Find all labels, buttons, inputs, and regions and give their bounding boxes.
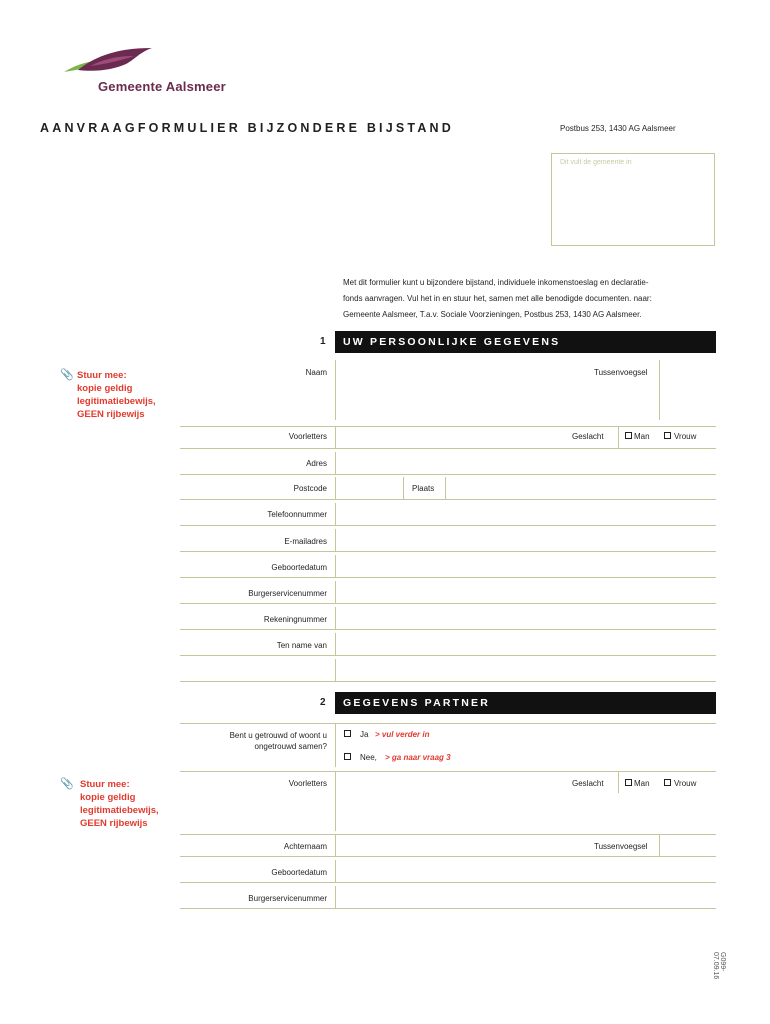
- field-divider: [403, 477, 404, 499]
- tennamevan-label: Ten name van: [276, 641, 327, 650]
- row-line: [180, 908, 716, 909]
- row-line: [180, 629, 716, 630]
- row-line: [180, 856, 716, 857]
- postcode-label: Postcode: [293, 484, 327, 493]
- tennamevan-extra-input[interactable]: [336, 660, 715, 680]
- row-line: [180, 499, 716, 500]
- row-line: [180, 882, 716, 883]
- man-checkbox[interactable]: [625, 432, 632, 439]
- ja-checkbox[interactable]: [344, 730, 351, 737]
- attachment-note: Stuur mee: kopie geldig legitimatiebewijs, GEEN rijbewijs: [80, 779, 159, 829]
- plaats-input[interactable]: [446, 478, 715, 498]
- naam-input[interactable]: [336, 361, 658, 419]
- nee-label: Nee,: [360, 753, 377, 762]
- partner-achternaam-label: Achternaam: [283, 842, 327, 851]
- rekening-input[interactable]: [336, 608, 715, 628]
- voorletters-input[interactable]: [336, 427, 558, 447]
- tennamevan-input[interactable]: [336, 634, 715, 654]
- intro-line: Gemeente Aalsmeer, T.a.v. Sociale Voorzieningen, Postbus 253, 1430 AG Aalsmeer.: [343, 310, 642, 319]
- field-divider: [335, 723, 336, 767]
- bsn-label: Burgerservicenummer: [248, 589, 327, 598]
- vrouw-checkbox[interactable]: [664, 432, 671, 439]
- ja-hint: > vul verder in: [375, 730, 430, 739]
- row-line: [180, 655, 716, 656]
- section-header: GEGEVENS PARTNER: [335, 692, 716, 714]
- paperclip-icon: 📎: [60, 369, 74, 381]
- postbus-address: Postbus 253, 1430 AG Aalsmeer: [560, 124, 676, 133]
- partner-achternaam-input[interactable]: [336, 835, 586, 855]
- partner-man-label: Man: [634, 779, 650, 788]
- attachment-note: Stuur mee: kopie geldig legitimatiebewijs, GEEN rijbewijs: [77, 370, 156, 420]
- partner-bsn-label: Burgerservicenummer: [248, 894, 327, 903]
- vrouw-label: Vrouw: [674, 432, 697, 441]
- intro-text: [343, 275, 713, 323]
- plaats-label: Plaats: [412, 484, 435, 493]
- geboortedatum-input[interactable]: [336, 556, 715, 576]
- partner-voorletters-input[interactable]: [336, 772, 558, 830]
- email-label: E-mailadres: [284, 537, 327, 546]
- partner-tussenvoegsel-input[interactable]: [660, 835, 715, 855]
- adres-input[interactable]: [336, 453, 715, 473]
- partner-bsn-input[interactable]: [336, 887, 715, 907]
- partner-geboortedatum-input[interactable]: [336, 861, 715, 881]
- logo-text: Gemeente Aalsmeer: [98, 79, 226, 94]
- nee-checkbox[interactable]: [344, 753, 351, 760]
- tussenvoegsel-input[interactable]: [660, 361, 715, 419]
- rekening-label: Rekeningnummer: [263, 615, 327, 624]
- form-code: G099-07.09.16: [712, 952, 726, 980]
- voorletters-label: Voorletters: [288, 432, 327, 441]
- partner-man-checkbox[interactable]: [625, 779, 632, 786]
- section-number: 1: [320, 336, 326, 347]
- partner-geboortedatum-label: Geboortedatum: [271, 868, 327, 877]
- bsn-input[interactable]: [336, 582, 715, 602]
- partner-voorletters-label: Voorletters: [288, 779, 327, 788]
- gemeente-logo-icon: [60, 44, 160, 78]
- telefoon-input[interactable]: [336, 504, 715, 524]
- section-number: 2: [320, 697, 326, 708]
- intro-line: fonds aanvragen. Vul het in en stuur het, samen met alle benodigde documenten. naar:: [343, 294, 652, 303]
- row-line: [180, 723, 716, 724]
- adres-label: Adres: [306, 459, 327, 468]
- partner-vrouw-label: Vrouw: [674, 779, 697, 788]
- office-use-box: [551, 153, 715, 246]
- intro-line: Met dit formulier kunt u bijzondere bijstand, individuele inkomenstoeslag en declaratie-: [343, 278, 649, 287]
- office-use-label: Dit vult de gemeente in: [560, 159, 632, 166]
- email-input[interactable]: [336, 530, 715, 550]
- tussenvoegsel-label: Tussenvoegsel: [594, 368, 648, 377]
- geboortedatum-label: Geboortedatum: [271, 563, 327, 572]
- paperclip-icon: 📎: [60, 778, 74, 790]
- partner-question: Bent u getrouwd of woont u ongetrouwd samen?: [229, 731, 327, 751]
- field-divider: [618, 426, 619, 448]
- telefoon-label: Telefoonnummer: [267, 510, 327, 519]
- row-line: [180, 474, 716, 475]
- page-title: AANVRAAGFORMULIER BIJZONDERE BIJSTAND: [40, 121, 455, 135]
- partner-geslacht-label: Geslacht: [572, 779, 604, 788]
- row-line: [180, 448, 716, 449]
- row-line: [180, 603, 716, 604]
- row-line: [180, 681, 716, 682]
- row-line: [180, 551, 716, 552]
- postcode-input[interactable]: [336, 478, 402, 498]
- naam-label: Naam: [305, 368, 327, 377]
- nee-hint: > ga naar vraag 3: [385, 753, 451, 762]
- row-line: [180, 577, 716, 578]
- man-label: Man: [634, 432, 650, 441]
- geslacht-label: Geslacht: [572, 432, 604, 441]
- section-header: UW PERSOONLIJKE GEGEVENS: [335, 331, 716, 353]
- ja-label: Ja: [360, 730, 369, 739]
- partner-vrouw-checkbox[interactable]: [664, 779, 671, 786]
- field-divider: [618, 771, 619, 793]
- row-line: [180, 525, 716, 526]
- partner-tussenvoegsel-label: Tussenvoegsel: [594, 842, 648, 851]
